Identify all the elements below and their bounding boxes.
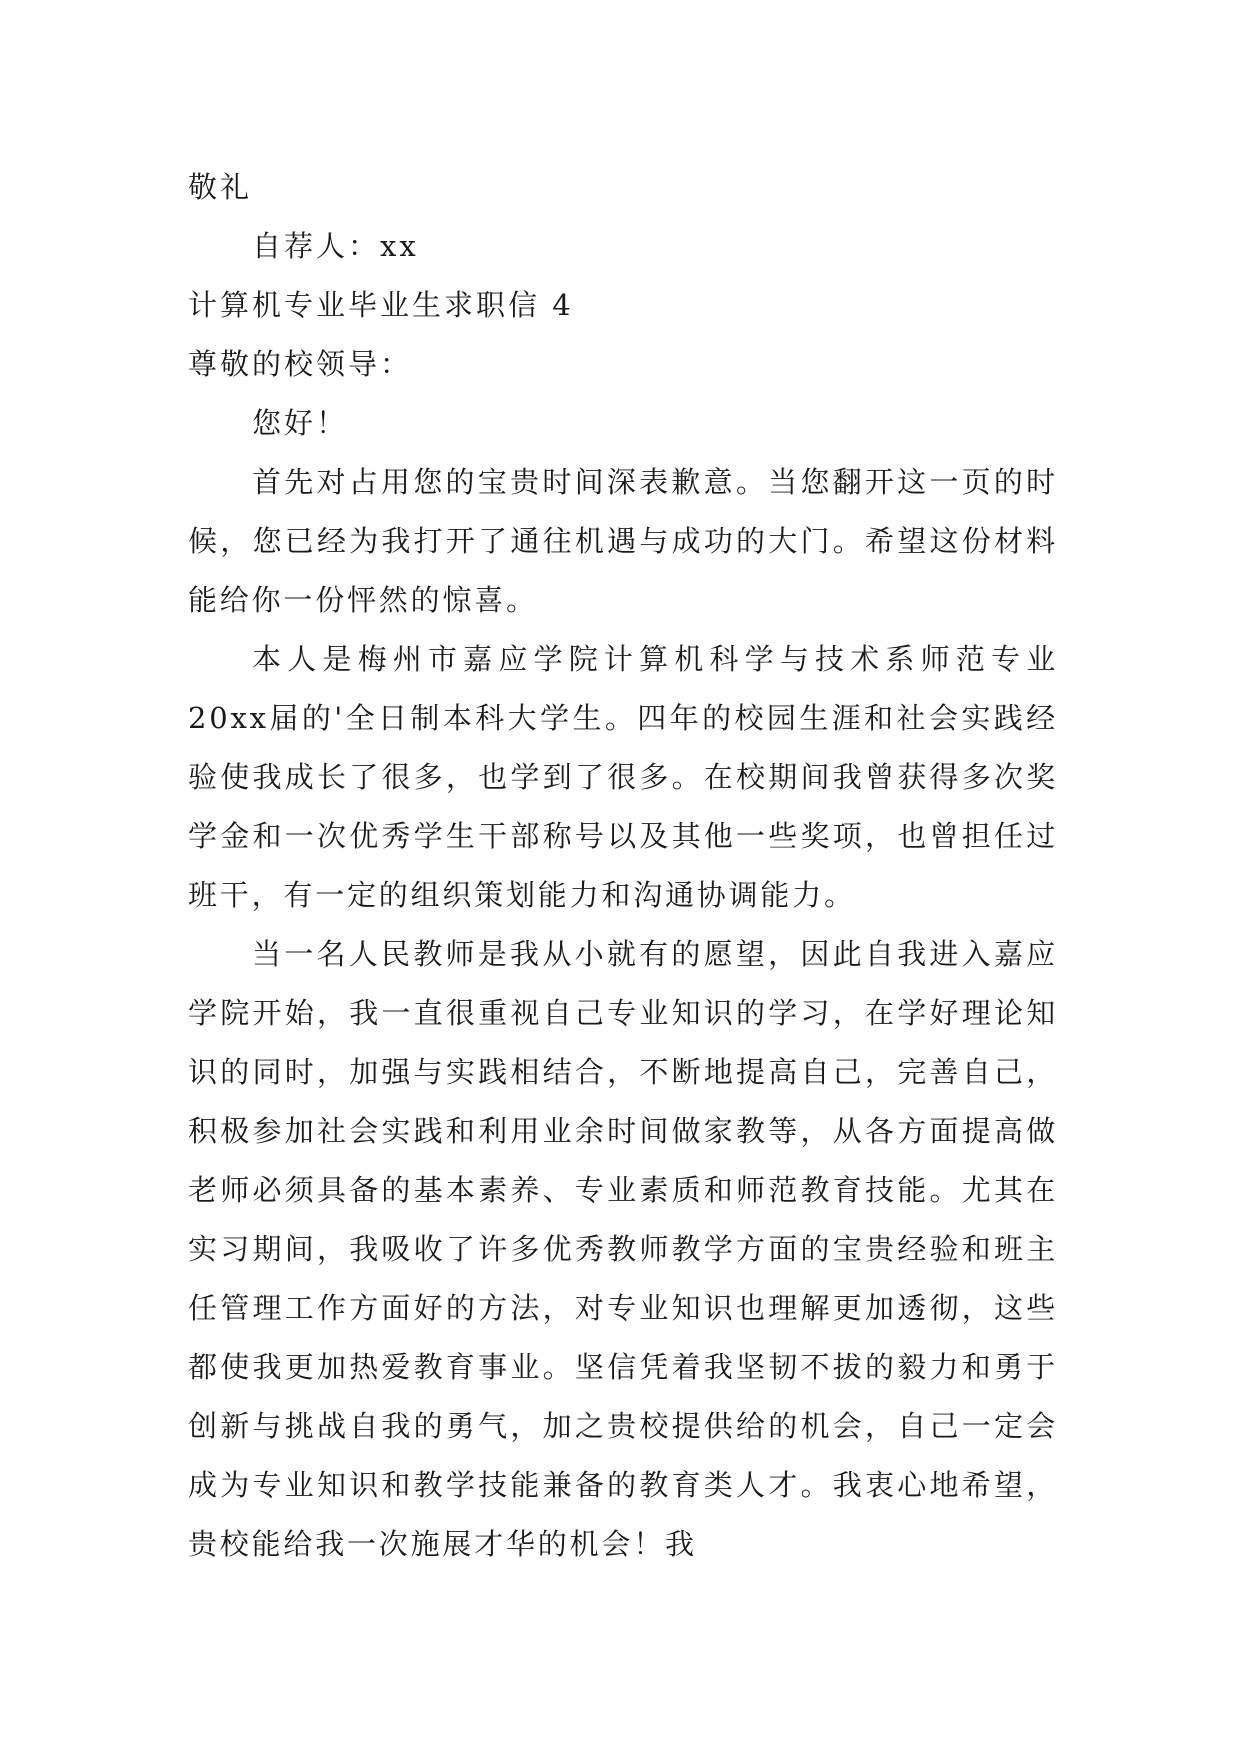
signature-line: 自荐人：xx — [252, 229, 419, 263]
salutation-line: 尊敬的校领导： — [188, 347, 413, 381]
closing-text: 敬礼 — [188, 170, 253, 204]
greeting-line: 您好！ — [252, 406, 349, 440]
paragraph-introduction: 本人是梅州市嘉应学院计算机科学与技术系师范专业20xx届的'全日制本科大学生。四年的校园生涯和社会实践经验使我成长了很多，也学到了很多。在校期间我曾获得多次奖学金和一次优秀学生干部称号以及其他一些奖项，也曾担任过班干，有一定的组织策划能力和沟通协调能力。 — [188, 642, 1058, 912]
letter-heading: 计算机专业毕业生求职信 4 — [188, 288, 574, 322]
paragraph-aspiration: 当一名人民教师是我从小就有的愿望，因此自我进入嘉应学院开始，我一直很重视自己专业知识的学习，在学好理论知识的同时，加强与实践相结合，不断地提高自己，完善自己，积极参加社会实践和利用业余时间做家教等，从各方面提高做老师必须具备的基本素养、专业素质和师范教育技能。尤其在实习期间，我吸收了许多优秀教师教学方面的宝贵经验和班主任管理工作方面好的方法，对专业知识也理解更加透彻，这些都使我更加热爱教育事业。坚信凭着我坚韧不拔的毅力和勇于创新与挑战自我的勇气，加之贵校提供给的机会，自己一定会成为专业知识和教学技能兼备的教育类人才。我衷心地希望，贵校能给我一次施展才华的机会！我 — [188, 937, 1058, 1561]
letter-body — [188, 158, 1058, 1574]
paragraph-apology: 首先对占用您的宝贵时间深表歉意。当您翻开这一页的时候，您已经为我打开了通往机遇与成功的大门。希望这份材料能给你一份怦然的惊喜。 — [188, 465, 1058, 617]
